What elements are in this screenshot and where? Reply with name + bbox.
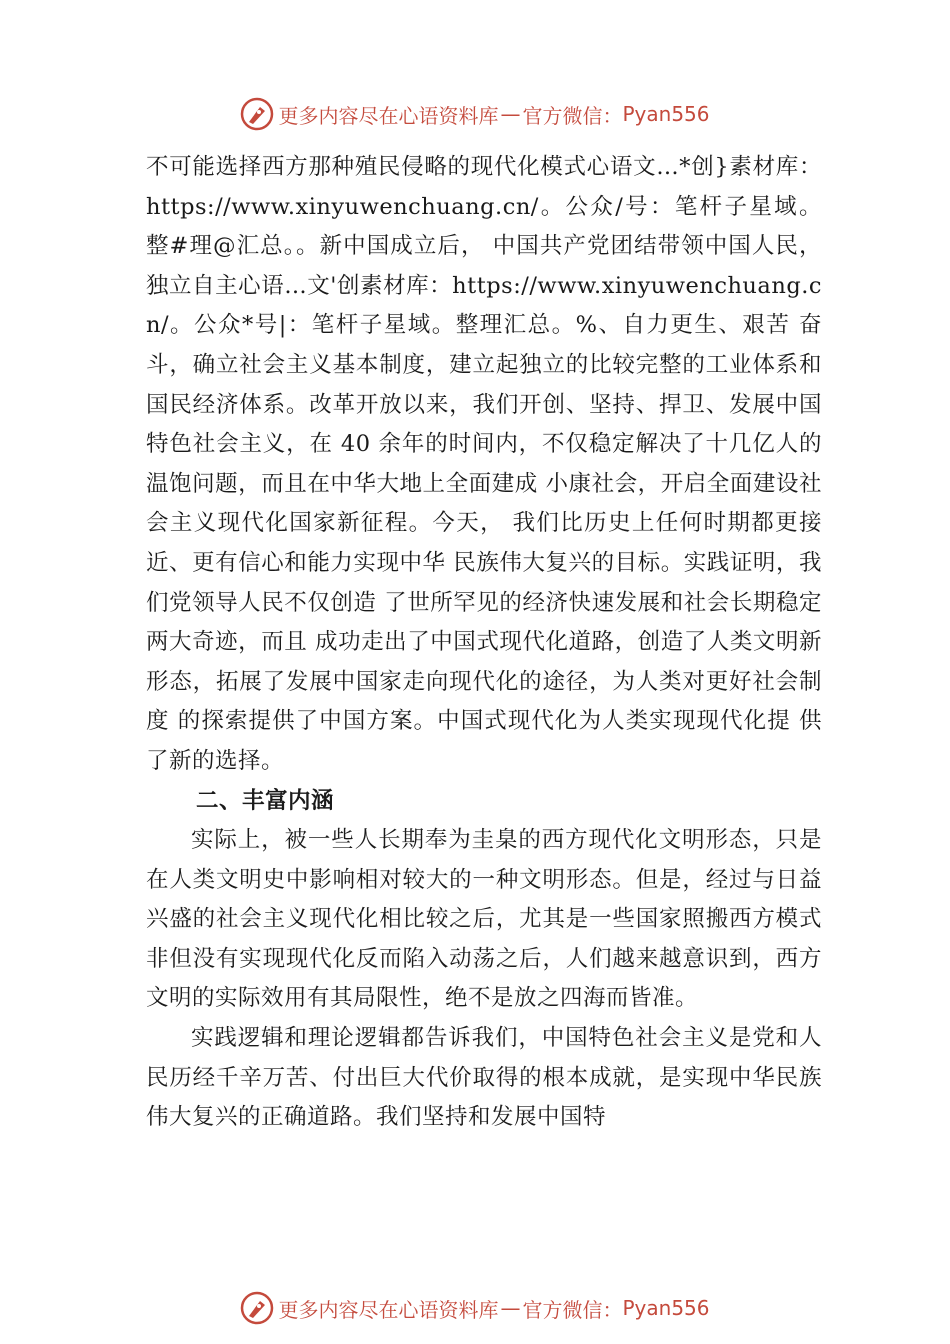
paragraph-1: 不可能选择西方那种殖民侵略的现代化模式心语文…*创}素材库：https://www.xinyuwenchuang.cn/。公众/号：笔杆子星域。整#理@汇总。。新中国成立后， 中国共产党团结带领中国人民，独立自主心语…文'创素材库：https://www.xinyuwenchuang.cn/。公众*号|：笔杆子星域。整理汇总。%、自力更生、艰苦 奋斗，确立社会主义基本制度，建立起独立的比较完整的工业体系和国民经济体系。改革开放以来，我们开创、坚持、捍卫、发展中国特色社会主义，在 40 余年的时间内，不仅稳定解决了十几亿人的温饱问题，而且在中华大地上全面建成 小康社会，开启全面建设社会主义现代化国家新征程。今天， 我们比历史上任何时期都更接近、更有信心和能力实现中华 民族伟大复兴的目标。实践证明，我们党领导人民不仅创造 了世所罕见的经济快速发展和社会长期稳定两大奇迹，而且 成功走出了中国式现代化道路，创造了人类文明新形态，拓展了发展中国家走向现代化的途径，为人类对更好社会制度 的探索提供了中国方案。中国式现代化为人类实现现代化提 供了新的选择。 <box>146 154 822 774</box>
footer-banner <box>0 1286 950 1330</box>
banner-text: 更多内容尽在心语资料库 <box>278 1297 499 1322</box>
banner-contact-label: 官方微信： <box>522 1297 623 1322</box>
banner-contact-id: Pyan556 <box>622 1296 710 1320</box>
header-banner <box>0 92 950 136</box>
pen-nib-circle-icon <box>240 1291 274 1325</box>
banner-text: 更多内容尽在心语资料库 <box>278 103 499 128</box>
banner-separator: — <box>500 102 521 126</box>
section-heading: 二、丰富内涵 <box>196 787 335 814</box>
banner-contact-label: 官方微信： <box>522 103 623 128</box>
paragraph-2: 实际上，被一些人长期奉为圭臬的西方现代化文明形态，只是在人类文明史中影响相对较大的一种文明形态。但是，经过与日益兴盛的社会主义现代化相比较之后，尤其是一些国家照搬西方模式非但没有实现现代化反而陷入动荡之后，人们越来越意识到，西方文明的实际效用有其局限性，绝不是放之四海而皆准。 <box>146 827 822 1012</box>
pen-nib-circle-icon <box>240 97 274 131</box>
banner-contact-id: Pyan556 <box>622 102 710 126</box>
banner-separator: — <box>500 1296 521 1320</box>
paragraph-3: 实践逻辑和理论逻辑都告诉我们，中国特色社会主义是党和人民历经千辛万苦、付出巨大代价取得的根本成就，是实现中华民族伟大复兴的正确道路。我们坚持和发展中国特 <box>146 1025 822 1131</box>
document-body <box>146 148 822 1138</box>
